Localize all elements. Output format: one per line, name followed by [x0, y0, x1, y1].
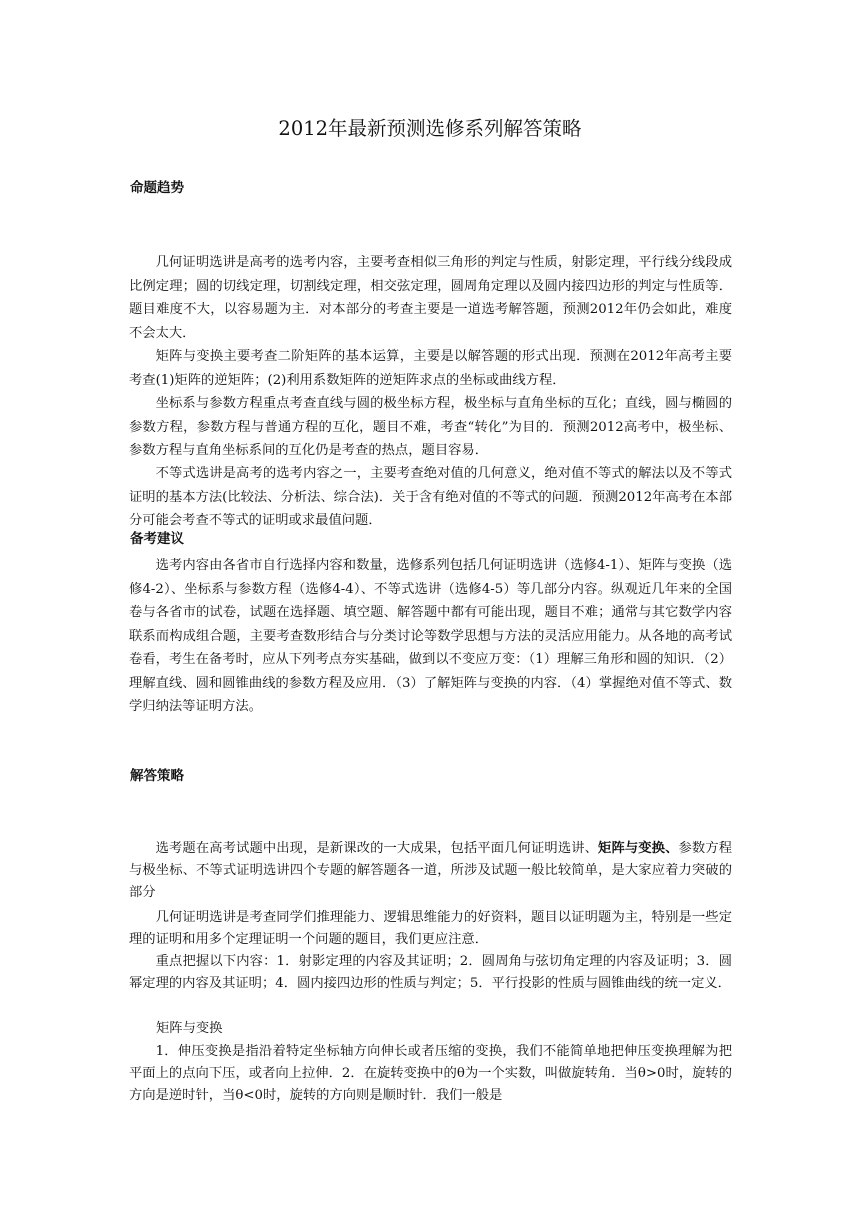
paragraph-matrix: 矩阵与变换主要考查二阶矩阵的基本运算，主要是以解答题的形式出现．预测在2012年高考主要考查(1)矩阵的逆矩阵；(2)利用系数矩阵的逆矩阵求点的坐标或曲线方程． [129, 349, 732, 388]
paragraph-key-points: 重点把握以下内容：1．射影定理的内容及其证明；2．圆周角与弦切角定理的内容及证明；3．圆幂定理的内容及其证明；4．圆内接四边形的性质与判定；5．平行投影的性质与圆锥曲线的统一定义． [129, 954, 732, 991]
section-heading-prep: 备考建议 [130, 531, 184, 547]
strategy-intro-bold: 矩阵与变换、 [598, 841, 679, 856]
paragraph-strategy-intro [129, 838, 732, 904]
paragraph-inequality: 不等式选讲是高考的选考内容之一，主要考查绝对值的几何意义，绝对值不等式的解法以及不等式证明的基本方法(比较法、分析法、综合法)．关于含有绝对值的不等式的问题．预测2012年高考在本部分可能会考查不等式的证明或求最值问题． [129, 466, 732, 528]
paragraph-prep-advice: 选考内容由各省市自行选择内容和数量，选修系列包括几何证明选讲（选修4-1）、矩阵与变换（选修4-2）、坐标系与参数方程（选修4-4）、不等式选讲（选修4-5）等几部分内容。纵观近几年来的全国卷与各省市的试卷，试题在选择题、填空题、解答题中都有可能出现，题目不难；通常与其它数学内容联系而构成组合题，主要考查数形结合与分类讨论等数学思想与方法的灵活应用能力。从各地的高考试卷看，考生在备考时，应从下列考点夯实基础，做到以不变应万变：（1）理解三角形和圆的知识．（2）理解直线、圆和圆锥曲线的参数方程及应用．（3）了解矩阵与变换的内容．（4）掌握绝对值不等式、数学归纳法等证明方法。 [129, 558, 732, 714]
paragraph-stretch-transform: 1．伸压变换是指沿着特定坐标轴方向伸长或者压缩的变换，我们不能简单地把伸压变换理解为把平面上的点向下压，或者向上拉伸．2．在旋转变换中的θ为一个实数，叫做旋转角．当θ>0时，旋转的方向是逆时针，当θ<0时，旋转的方向则是顺时针．我们一般是 [129, 1044, 732, 1103]
section-heading-strategy: 解答策略 [130, 768, 184, 784]
strategy-intro-part2: 参数方程与极坐标、不等式证明选讲四个专题的解答题各一道，所涉及试题一般比较简单，是大家应着力突破的部分 [129, 841, 733, 900]
strategy-intro-part1: 选考题在高考试题中出现，是新课改的一大成果，包括平面几何证明选讲、 [155, 841, 599, 856]
section-heading-trend: 命题趋势 [130, 180, 184, 196]
subheading-matrix-transform: 矩阵与变换 [156, 1021, 223, 1036]
paragraph-geometry: 几何证明选讲是高考的选考内容，主要考查相似三角形的判定与性质，射影定理，平行线分线段成比例定理；圆的切线定理，切割线定理，相交弦定理，圆周角定理以及圆内接四边形的判定与性质等．题目难度不大，以容易题为主．对本部分的考查主要是一道选考解答题，预测2012年仍会如此，难度不会太大． [129, 255, 732, 341]
paragraph-coordinates: 坐标系与参数方程重点考查直线与圆的极坐标方程，极坐标与直角坐标的互化；直线，圆与椭圆的参数方程，参数方程与普通方程的互化，题目不难，考查“转化”为目的．预测2012高考中，极坐标、参数方程与直角坐标系间的互化仍是考查的热点，题目容易． [129, 396, 732, 458]
page-title: 2012年最新预测选修系列解答策略 [278, 117, 582, 140]
paragraph-geometry-proof: 几何证明选讲是考查同学们推理能力、逻辑思维能力的好资料，题目以证明题为主，特别是一些定理的证明和用多个定理证明一个问题的题目，我们更应注意． [129, 910, 732, 947]
